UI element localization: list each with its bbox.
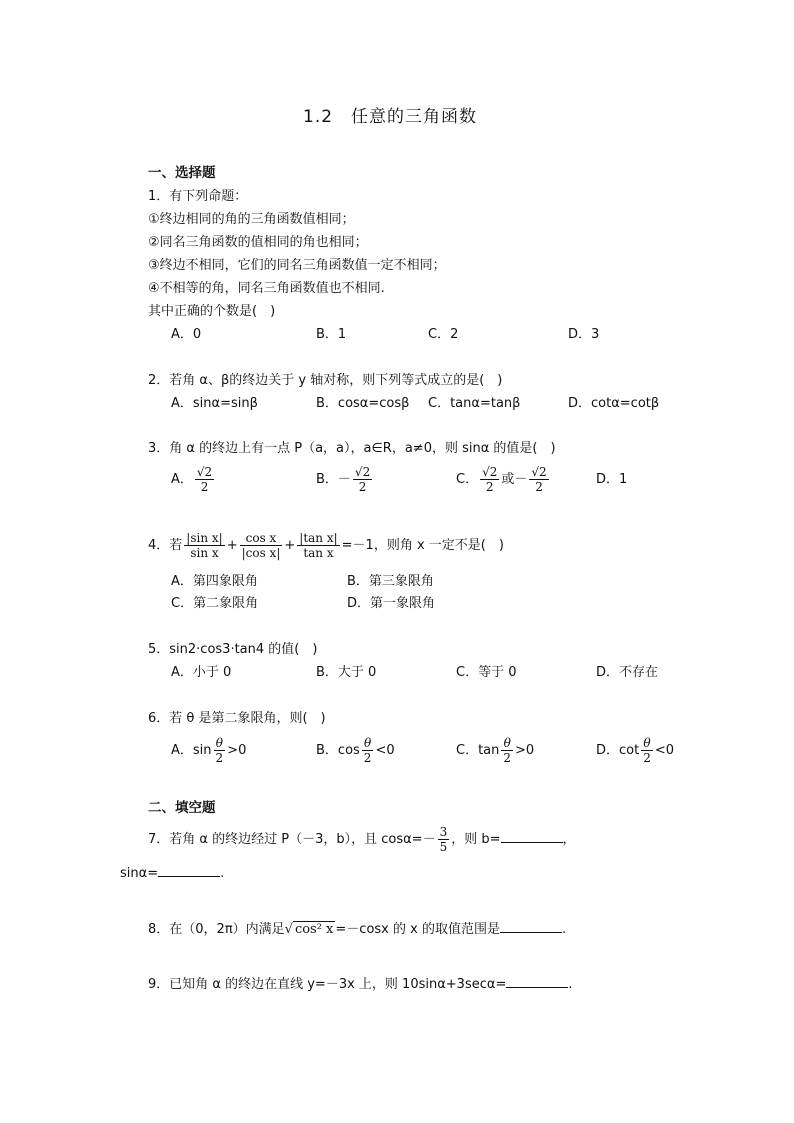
question-1-option-d: D．3 bbox=[568, 327, 600, 342]
option-label: C． bbox=[456, 472, 479, 487]
question-7-line-2: sinα= . bbox=[120, 866, 225, 881]
fraction: $\frac{\text{cos x}}{\text{|cos x|}}$ bbox=[241, 531, 281, 560]
question-7-line-1: 7．若角 α 的终边经过 P（－3，b），且 cosα=－ $\frac{3}{5}$ ，则 b= ， bbox=[148, 825, 576, 854]
sqrt-icon: √ bbox=[284, 922, 293, 937]
fraction: $\frac{\text{|tan x|}}{\text{tan x}}$ bbox=[299, 531, 338, 560]
fraction: $\frac{√2}{2}$ bbox=[196, 465, 213, 494]
fraction: $\frac{\theta}{2}$ bbox=[363, 736, 372, 765]
question-3-stem: 3．角 α 的终边上有一点 P（a，a），a∈R，a≠0，则 sinα 的值是( ) bbox=[148, 441, 556, 456]
or-text: 或－ bbox=[501, 472, 528, 487]
page-title: 1.2 任意的三角函数 bbox=[303, 107, 478, 127]
question-2-option-b: B．cosα=cosβ bbox=[316, 396, 410, 411]
fraction: $\frac{\theta}{2}$ bbox=[503, 736, 512, 765]
question-4-option-a: A．第四象限角 bbox=[171, 574, 258, 589]
question-1-option-a: A．0 bbox=[171, 327, 202, 342]
option-label: B．－ bbox=[316, 472, 351, 487]
fraction: $\frac{√2}{2}$ bbox=[482, 465, 498, 494]
question-1-option-c: C．2 bbox=[428, 327, 459, 342]
answer-blank bbox=[158, 864, 220, 877]
question-1-item: ④不相等的角，同名三角函数值也不相同. bbox=[148, 281, 385, 296]
answer-blank bbox=[506, 975, 568, 988]
answer-blank bbox=[501, 830, 563, 843]
question-3-option-a bbox=[171, 462, 216, 498]
question-2-stem: 2．若角 α、β的终边关于 y 轴对称，则下列等式成立的是( ) bbox=[148, 373, 503, 388]
question-6-option-a: A．sin $\frac{\theta}{2}$ >0 bbox=[171, 736, 247, 765]
question-3-option-b bbox=[316, 462, 374, 498]
fraction: $\frac{3}{5}$ bbox=[439, 825, 448, 854]
question-2-option-d: D．cotα=cotβ bbox=[568, 396, 660, 411]
section-heading-fill: 二、填空题 bbox=[148, 800, 216, 816]
question-6-option-d: D．cot $\frac{\theta}{2}$ <0 bbox=[596, 736, 675, 765]
question-1-stem: 1．有下列命题： bbox=[148, 189, 248, 204]
section-heading-choice: 一、选择题 bbox=[148, 165, 216, 181]
question-4-option-b: B．第三象限角 bbox=[347, 574, 434, 589]
question-3-option-c bbox=[456, 462, 551, 498]
question-4-option-d: D．第一象限角 bbox=[347, 596, 436, 611]
fraction: $\frac{\text{|sin x|}}{\text{sin x}}$ bbox=[186, 531, 223, 560]
question-5-option-c: C．等于 0 bbox=[456, 665, 517, 680]
question-1-option-b: B．1 bbox=[316, 327, 347, 342]
question-5-option-a: A．小于 0 bbox=[171, 665, 232, 680]
question-5-option-d: D．不存在 bbox=[596, 665, 659, 680]
question-4-option-c: C．第二象限角 bbox=[171, 596, 259, 611]
question-1-item: ①终边相同的角的三角函数值相同； bbox=[148, 212, 355, 227]
question-4-stem: 4．若 $\frac{\text{|sin x|}}{\text{sin x}}$ + $\frac{\text{cos x}}{\text{|cos x|}}$ + $\frac{\text{|tan x|}}{\text{tan x}}$ =－1，则角 x 一定不是( ) bbox=[148, 531, 504, 560]
fraction: $\frac{√2}{2}$ bbox=[354, 465, 371, 494]
question-3-option-d: D．1 bbox=[596, 472, 628, 487]
question-2-option-a: A．sinα=sinβ bbox=[171, 396, 258, 411]
answer-blank bbox=[500, 920, 562, 933]
fraction: $\frac{\theta}{2}$ bbox=[643, 736, 651, 765]
question-1-item: ②同名三角函数的值相同的角也相同； bbox=[148, 235, 368, 250]
question-9-stem: 9．已知角 α 的终边在直线 y=－3x 上，则 10sinα+3secα= . bbox=[148, 977, 573, 992]
question-5-stem: 5．sin2·cos3·tan4 的值( ) bbox=[148, 642, 318, 657]
fraction: $\frac{\theta}{2}$ bbox=[215, 736, 224, 765]
question-5-option-b: B．大于 0 bbox=[316, 665, 377, 680]
fraction: $\frac{√2}{2}$ bbox=[531, 465, 547, 494]
question-6-option-b: B．cos $\frac{\theta}{2}$ <0 bbox=[316, 736, 395, 765]
question-2-option-c: C．tanα=tanβ bbox=[428, 396, 521, 411]
question-6-option-c: C．tan $\frac{\theta}{2}$ >0 bbox=[456, 736, 535, 765]
option-label: A． bbox=[171, 472, 193, 487]
question-1-item: ③终边不相同，它们的同名三角函数值一定不相同； bbox=[148, 258, 446, 273]
question-6-stem: 6．若 θ 是第二象限角，则( ) bbox=[148, 711, 326, 726]
question-1-ask: 其中正确的个数是( ) bbox=[148, 304, 276, 319]
question-8-stem: 8．在（0，2π）内满足√ cos² x =－cosx 的 x 的取值范围是 . bbox=[148, 922, 567, 937]
